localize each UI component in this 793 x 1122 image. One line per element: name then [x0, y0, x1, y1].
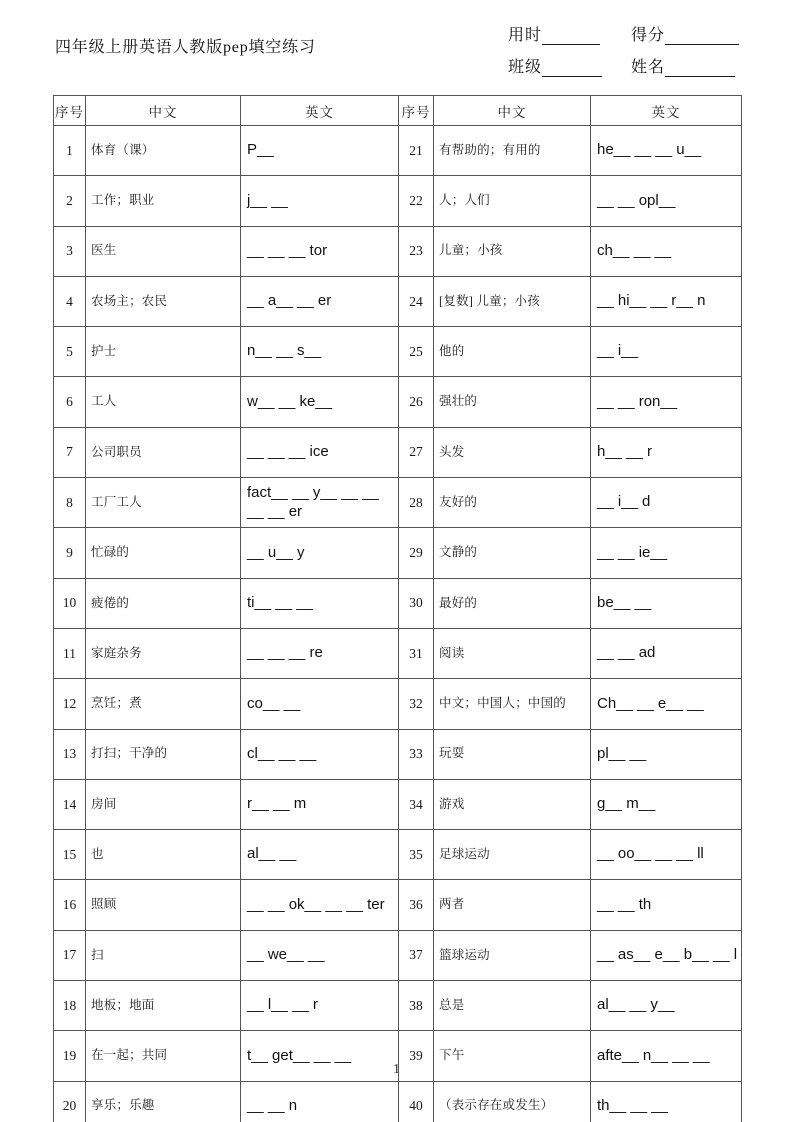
table-row [54, 880, 742, 930]
chinese-cell-right: 友好的 [434, 478, 591, 528]
english-blank-cell-right: th__ __ __ [591, 1081, 742, 1122]
english-blank-cell-right: al__ __ y__ [591, 981, 742, 1031]
row-number-cell-left: 4 [54, 276, 86, 326]
english-blank-cell-left: n__ __ s__ [241, 327, 399, 377]
row-number-cell-left: 9 [54, 528, 86, 578]
chinese-cell-right: 人；人们 [434, 176, 591, 226]
row-number-cell-left: 6 [54, 377, 86, 427]
time-used-label: 用时 [508, 27, 543, 44]
row-number-cell-right: 38 [399, 981, 434, 1031]
english-blank-cell-right: __ as__ e__ b__ __ l [591, 930, 742, 980]
chinese-cell-left: 扫 [86, 930, 241, 980]
english-blank-cell-left: r__ __ m [241, 779, 399, 829]
table-row [54, 478, 742, 528]
class-field [508, 54, 602, 77]
col-header-no-right: 序号 [399, 96, 434, 126]
chinese-cell-left: 享乐；乐趣 [86, 1081, 241, 1122]
table-row [54, 276, 742, 326]
score-label: 得分 [631, 27, 666, 44]
english-blank-cell-right: __ oo__ __ __ ll [591, 830, 742, 880]
row-number-cell-left: 1 [54, 126, 86, 176]
name-label: 姓名 [631, 59, 666, 76]
english-blank-cell-right: __ hi__ __ r__ n [591, 276, 742, 326]
table-row [54, 779, 742, 829]
row-number-cell-right: 28 [399, 478, 434, 528]
row-number-cell-left: 18 [54, 981, 86, 1031]
chinese-cell-left: 在一起；共同 [86, 1031, 241, 1081]
chinese-cell-right: 两者 [434, 880, 591, 930]
class-blank-line [542, 61, 602, 77]
table-row [54, 176, 742, 226]
page-title: 四年级上册英语人教版pep填空练习 [55, 39, 316, 56]
table-row [54, 1081, 742, 1122]
english-blank-cell-right: __ i__ d [591, 478, 742, 528]
chinese-cell-left: 护士 [86, 327, 241, 377]
vocab-table [53, 95, 742, 1122]
english-blank-cell-left: co__ __ [241, 679, 399, 729]
table-row [54, 327, 742, 377]
chinese-cell-right: 阅读 [434, 628, 591, 678]
english-blank-cell-left: cl__ __ __ [241, 729, 399, 779]
chinese-cell-left: 家庭杂务 [86, 628, 241, 678]
row-number-cell-left: 11 [54, 628, 86, 678]
row-number-cell-left: 2 [54, 176, 86, 226]
row-number-cell-right: 32 [399, 679, 434, 729]
row-number-cell-right: 23 [399, 226, 434, 276]
table-row [54, 377, 742, 427]
chinese-cell-left: 农场主；农民 [86, 276, 241, 326]
chinese-cell-right: 总是 [434, 981, 591, 1031]
row-number-cell-left: 20 [54, 1081, 86, 1122]
chinese-cell-right: 头发 [434, 427, 591, 477]
row-number-cell-left: 12 [54, 679, 86, 729]
row-number-cell-right: 30 [399, 578, 434, 628]
row-number-cell-right: 31 [399, 628, 434, 678]
english-blank-cell-right: pl__ __ [591, 729, 742, 779]
chinese-cell-right: 儿童；小孩 [434, 226, 591, 276]
row-number-cell-right: 36 [399, 880, 434, 930]
chinese-cell-right: 游戏 [434, 779, 591, 829]
chinese-cell-right: [复数] 儿童；小孩 [434, 276, 591, 326]
chinese-cell-right: 文静的 [434, 528, 591, 578]
chinese-cell-left: 地板；地面 [86, 981, 241, 1031]
chinese-cell-left: 忙碌的 [86, 528, 241, 578]
row-number-cell-left: 15 [54, 830, 86, 880]
chinese-cell-left: 工作；职业 [86, 176, 241, 226]
english-blank-cell-left: __ __ __ ice [241, 427, 399, 477]
table-row [54, 226, 742, 276]
col-header-cn-right: 中文 [434, 96, 591, 126]
table-row [54, 427, 742, 477]
chinese-cell-right: 篮球运动 [434, 930, 591, 980]
english-blank-cell-left: __ __ ok__ __ __ ter [241, 880, 399, 930]
row-number-cell-left: 7 [54, 427, 86, 477]
row-number-cell-right: 25 [399, 327, 434, 377]
table-row [54, 628, 742, 678]
row-number-cell-right: 39 [399, 1031, 434, 1081]
chinese-cell-left: 房间 [86, 779, 241, 829]
chinese-cell-left: 疲倦的 [86, 578, 241, 628]
row-number-cell-left: 3 [54, 226, 86, 276]
chinese-cell-left: 打扫；干净的 [86, 729, 241, 779]
name-field [631, 54, 735, 77]
row-number-cell-right: 29 [399, 528, 434, 578]
col-header-no-left: 序号 [54, 96, 86, 126]
row-number-cell-left: 13 [54, 729, 86, 779]
time-used-field [508, 22, 600, 45]
table-row [54, 981, 742, 1031]
row-number-cell-left: 17 [54, 930, 86, 980]
chinese-cell-left: 烹饪；煮 [86, 679, 241, 729]
row-number-cell-left: 16 [54, 880, 86, 930]
time-used-blank-line [542, 29, 600, 45]
table-row [54, 679, 742, 729]
row-number-cell-right: 24 [399, 276, 434, 326]
english-blank-cell-left: fact__ __ y__ __ __ __ __ er [241, 478, 399, 528]
table-row [54, 528, 742, 578]
chinese-cell-right: （表示存在或发生） [434, 1081, 591, 1122]
vocab-table-body [54, 126, 742, 1122]
score-blank-line [665, 29, 739, 45]
row-number-cell-right: 35 [399, 830, 434, 880]
english-blank-cell-right: __ __ ron__ [591, 377, 742, 427]
chinese-cell-left: 工厂工人 [86, 478, 241, 528]
english-blank-cell-left: __ __ __ tor [241, 226, 399, 276]
chinese-cell-left: 体育（课） [86, 126, 241, 176]
english-blank-cell-left: P__ [241, 126, 399, 176]
english-blank-cell-right: g__ m__ [591, 779, 742, 829]
name-blank-line [665, 61, 735, 77]
col-header-en-left: 英文 [241, 96, 399, 126]
english-blank-cell-right: ch__ __ __ [591, 226, 742, 276]
col-header-en-right: 英文 [591, 96, 742, 126]
english-blank-cell-left: t__ get__ __ __ [241, 1031, 399, 1081]
row-number-cell-right: 26 [399, 377, 434, 427]
table-row [54, 930, 742, 980]
table-row [54, 729, 742, 779]
chinese-cell-right: 他的 [434, 327, 591, 377]
row-number-cell-left: 14 [54, 779, 86, 829]
row-number-cell-right: 40 [399, 1081, 434, 1122]
english-blank-cell-right: __ __ ad [591, 628, 742, 678]
english-blank-cell-left: __ we__ __ [241, 930, 399, 980]
chinese-cell-left: 照顾 [86, 880, 241, 930]
page-number: 1 [393, 1062, 400, 1077]
chinese-cell-right: 下午 [434, 1031, 591, 1081]
row-number-cell-left: 19 [54, 1031, 86, 1081]
row-number-cell-right: 37 [399, 930, 434, 980]
english-blank-cell-right: Ch__ __ e__ __ [591, 679, 742, 729]
english-blank-cell-right: __ __ ie__ [591, 528, 742, 578]
row-number-cell-left: 5 [54, 327, 86, 377]
table-row [54, 830, 742, 880]
english-blank-cell-right: afte__ n__ __ __ [591, 1031, 742, 1081]
english-blank-cell-right: __ __ opl__ [591, 176, 742, 226]
row-number-cell-right: 34 [399, 779, 434, 829]
english-blank-cell-left: w__ __ ke__ [241, 377, 399, 427]
table-header-row [54, 96, 742, 126]
row-number-cell-right: 22 [399, 176, 434, 226]
score-field [631, 22, 739, 45]
chinese-cell-left: 工人 [86, 377, 241, 427]
col-header-cn-left: 中文 [86, 96, 241, 126]
english-blank-cell-left: __ u__ y [241, 528, 399, 578]
english-blank-cell-left: __ __ __ re [241, 628, 399, 678]
english-blank-cell-left: __ l__ __ r [241, 981, 399, 1031]
chinese-cell-right: 足球运动 [434, 830, 591, 880]
english-blank-cell-right: h__ __ r [591, 427, 742, 477]
chinese-cell-right: 强壮的 [434, 377, 591, 427]
chinese-cell-left: 也 [86, 830, 241, 880]
table-row [54, 126, 742, 176]
chinese-cell-left: 公司职员 [86, 427, 241, 477]
english-blank-cell-left: al__ __ [241, 830, 399, 880]
english-blank-cell-left: ti__ __ __ [241, 578, 399, 628]
english-blank-cell-right: __ __ th [591, 880, 742, 930]
row-number-cell-right: 33 [399, 729, 434, 779]
english-blank-cell-right: be__ __ [591, 578, 742, 628]
row-number-cell-left: 8 [54, 478, 86, 528]
english-blank-cell-right: he__ __ __ u__ [591, 126, 742, 176]
english-blank-cell-left: __ __ n [241, 1081, 399, 1122]
chinese-cell-right: 最好的 [434, 578, 591, 628]
english-blank-cell-right: __ i__ [591, 327, 742, 377]
class-label: 班级 [508, 59, 543, 76]
table-row [54, 578, 742, 628]
chinese-cell-left: 医生 [86, 226, 241, 276]
chinese-cell-right: 玩耍 [434, 729, 591, 779]
chinese-cell-right: 中文；中国人；中国的 [434, 679, 591, 729]
english-blank-cell-left: __ a__ __ er [241, 276, 399, 326]
english-blank-cell-left: j__ __ [241, 176, 399, 226]
row-number-cell-right: 21 [399, 126, 434, 176]
row-number-cell-right: 27 [399, 427, 434, 477]
chinese-cell-right: 有帮助的；有用的 [434, 126, 591, 176]
row-number-cell-left: 10 [54, 578, 86, 628]
